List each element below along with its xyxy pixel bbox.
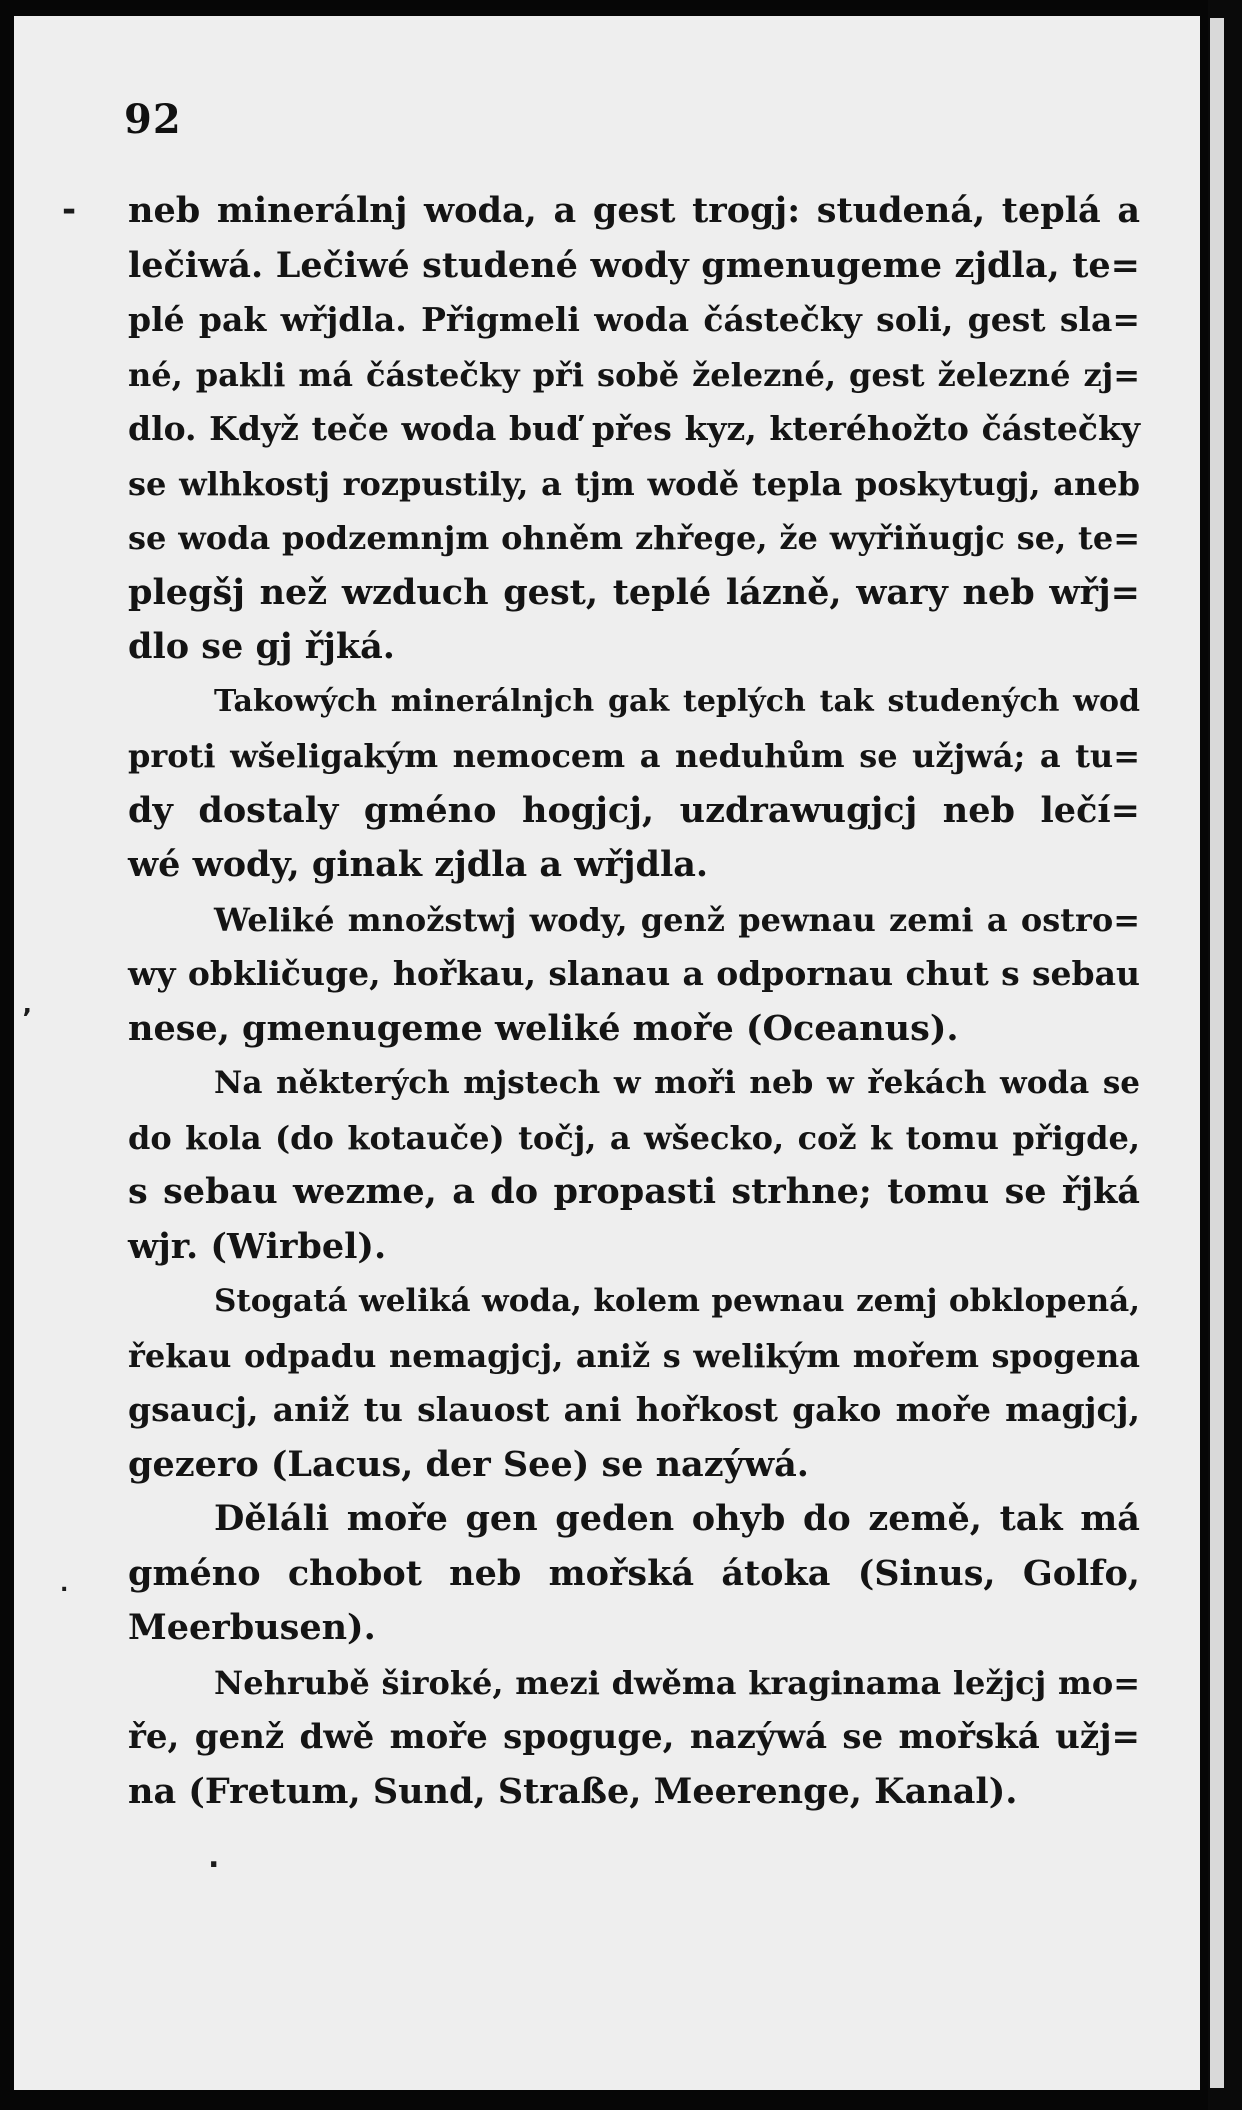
text-line: gméno chobot neb mořská átoka (Sinus, Golfo, [128,1552,1140,1594]
text-line: se wlhkostj rozpustily, a tjm wodě tepla poskytugj, aneb [128,464,1140,503]
text-line: řekau odpadu nemagjcj, aniž s welikým mořem spogena [128,1336,1140,1375]
text-line: plé pak wřjdla. Přigmeli woda částečky soli, gest sla= [128,300,1140,339]
text-line: dy dostaly gméno hogjcj, uzdrawugjcj neb lečí= [128,789,1140,831]
text-line: Takowých minerálnjch gak teplých tak studených wod [214,683,1140,719]
text-line: wy obkličuge, hořkau, slanau a odpornau chut s sebau [128,954,1140,993]
text-line: plegšj než wzduch gest, teplé lázně, wary neb wřj= [128,571,1140,613]
text-line: nese, gmenugeme weliké moře (Oceanus). [128,1007,959,1049]
paragraph [128,893,1140,1057]
body-text [128,184,1140,1819]
margin-speck: . [208,1840,220,1875]
text-line: dlo se gj řjká. [128,626,395,667]
page-number: 92 [124,96,182,143]
text-line: proti wšeligakým nemocem a neduhům se užjwá; a tu= [128,737,1140,775]
text-line: Nehrubě široké, mezi dwěma kraginama ležjcj mo= [214,1663,1140,1702]
text-line: na (Fretum, Sund, Straße, Meerenge, Kanal). [128,1770,1018,1812]
paragraph [128,184,1140,675]
text-line: gezero (Lacus, der See) se nazýwá. [128,1443,809,1485]
text-line: neb minerálnj woda, a gest trogj: studená, teplá a [128,190,1140,231]
margin-tick-mark: ‚ [22,990,32,1020]
text-line: do kola (do kotauče) točj, a wšecko, což k tomu přigde, [128,1118,1140,1157]
paragraph [128,1656,1140,1820]
text-line: Weliké množstwj wody, genž pewnau zemi a ostro= [214,900,1140,939]
next-page-edge [1210,18,1224,2088]
text-line: lečiwá. Lečiwé studené wody gmenugeme zjdla, te= [128,244,1140,286]
text-line: Děláli moře gen geden ohyb do země, tak má [214,1498,1140,1539]
margin-dash-mark: - [62,190,77,230]
paragraph [128,1492,1140,1656]
text-line: né, pakli má částečky při sobě železné, gest železné zj= [128,355,1140,394]
text-line: s sebau wezme, a do propasti strhne; tomu se řjká [128,1171,1140,1212]
text-line: ře, genž dwě moře spoguge, nazýwá se mořská užj= [128,1717,1140,1757]
text-line: wjr. (Wirbel). [128,1225,387,1267]
paragraph [128,1056,1140,1274]
text-line: se woda podzemnjm ohněm zhřege, že wyřiňugjc se, te= [128,519,1140,557]
text-line: wé wody, ginak zjdla a wřjdla. [128,844,709,885]
text-line: gsaucj, aniž tu slauost ani hořkost gako moře magjcj, [128,1390,1140,1429]
margin-speck: . [60,1572,69,1597]
text-line: Meerbusen). [128,1607,376,1648]
paragraph [128,1274,1140,1492]
text-line: Stogatá weliká woda, kolem pewnau zemj obklopená, [214,1283,1140,1319]
text-line: dlo. Když teče woda buď přes kyz, kteréhožto částečky [128,409,1140,448]
paragraph [128,675,1140,893]
text-line: Na některých mjstech w moři neb w řekách woda se [214,1065,1140,1101]
